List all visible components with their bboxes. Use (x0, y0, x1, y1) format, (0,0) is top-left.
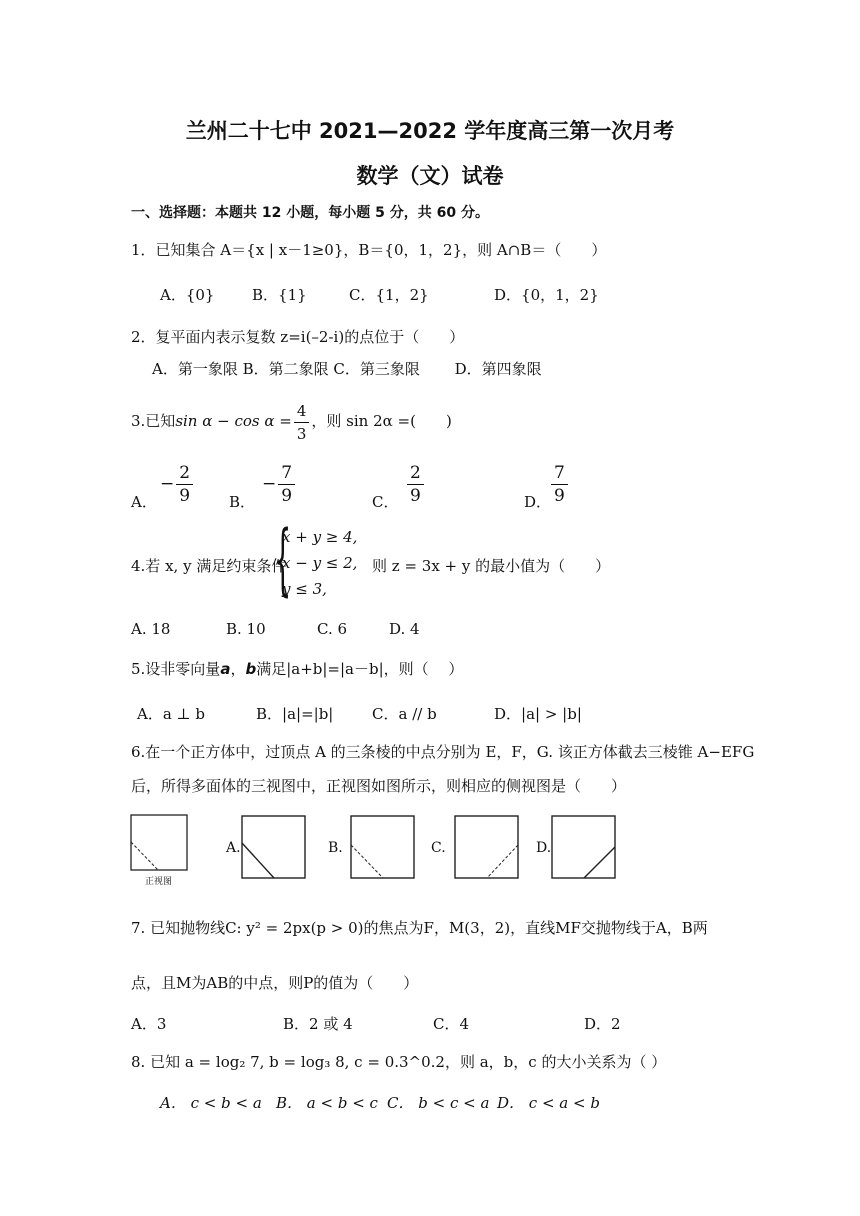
q7-option-b: B．2 或 4 (283, 1015, 353, 1033)
front-view-label: 正视图 (145, 877, 173, 887)
q8-stem: 8. 已知 a = log₂ 7, b = log₃ 8, c = 0.3^0.2，则 a，b，c 的大小关系为（ ） (131, 1053, 667, 1071)
q1-option-a: A．{0} (160, 286, 215, 304)
q5-option-b: B．|a|=|b| (256, 705, 334, 723)
q1-stem: 1．已知集合 A＝{x | x－1≥0}，B＝{0，1，2}，则 A∩B＝（ ） (131, 241, 607, 259)
q6-option-d-label: D. (536, 840, 552, 856)
q7-line2: 点，且M为AB的中点，则P的值为（ ） (131, 974, 419, 992)
q3-option-c: $\frac{2}{9}$ (405, 462, 426, 507)
q1-option-b: B．{1} (252, 286, 307, 304)
q4-option-b: B. 10 (226, 620, 266, 638)
q3-fraction: $\frac{4}{3}$ (294, 400, 310, 445)
q1-option-c: C．{1，2} (349, 286, 429, 304)
q4-constraint-1: x + y ≥ 4, (282, 528, 358, 546)
q7-option-c: C．4 (433, 1015, 470, 1033)
q6-option-b-figure (350, 815, 416, 879)
q6-option-d-figure (551, 815, 617, 879)
section-heading: 一、选择题：本题共 12 小题，每小题 5 分，共 60 分。 (131, 205, 489, 221)
q3-option-d: $\frac{7}{9}$ (549, 462, 570, 507)
q3-stem: 3.已知sin α − cos α = $\frac{4}{3}$ ，则 sin 2α =( ) (131, 401, 452, 443)
q2-options: A．第一象限 B．第二象限 C．第三象限 D．第四象限 (152, 360, 542, 378)
q4-constraint-3: y ≤ 3, (282, 580, 327, 598)
q6-option-c-figure (454, 815, 520, 879)
q4-prefix: 4.若 x, y 满足约束条件 (131, 557, 287, 575)
q8-option-d: D． c < a < b (497, 1094, 600, 1112)
exam-subtitle: 数学（文）试卷 (356, 164, 504, 188)
q5-stem: 5.设非零向量a，b满足|a+b|=|a－b|，则（ ） (131, 660, 464, 678)
q4-option-a: A. 18 (131, 620, 171, 638)
q5-option-a: A．a ⊥ b (137, 705, 206, 723)
q8-option-a: A． c < b < a (160, 1094, 262, 1112)
q8-option-c: C． b < c < a (387, 1094, 490, 1112)
q4-brace: { (274, 515, 292, 605)
q6-line2: 后，所得多面体的三视图中，正视图如图所示，则相应的侧视图是（ ） (131, 777, 627, 795)
exam-title: 兰州二十七中 2021—2022 学年度高三第一次月考 (185, 119, 675, 143)
q6-line1: 6.在一个正方体中，过顶点 A 的三条棱的中点分别为 E，F，G. 该正方体截去三棱锥 A−EFG (131, 743, 755, 761)
q8-option-b: B． a < b < c (276, 1094, 378, 1112)
q6-option-a-figure (241, 815, 307, 879)
q6-option-c-label: C. (431, 840, 446, 856)
q5-option-c: C．a // b (372, 705, 437, 723)
q7-option-d: D．2 (584, 1015, 621, 1033)
q4-option-d: D. 4 (389, 620, 420, 638)
q4-constraint-2: x − y ≤ 2, (282, 554, 358, 572)
q4-constraints (282, 524, 357, 602)
q3-label-c: C． (372, 493, 399, 511)
q1-option-d: D．{0，1，2} (494, 286, 599, 304)
q7-option-a: A．3 (131, 1015, 167, 1033)
q4-option-c: C. 6 (317, 620, 348, 638)
q3-option-a: − $\frac{2}{9}$ (160, 462, 195, 507)
q2-stem: 2．复平面内表示复数 z=i(–2-i)的点位于（ ） (131, 328, 465, 346)
front-view-figure (130, 814, 190, 872)
q5-option-d: D．|a| > |b| (494, 705, 582, 723)
q4-suffix: 则 z = 3x + y 的最小值为（ ） (372, 557, 611, 575)
q6-option-b-label: B. (328, 840, 343, 856)
q3-label-d: D． (524, 493, 552, 511)
q6-option-a-label: A. (226, 840, 241, 856)
q3-option-b: − $\frac{7}{9}$ (262, 462, 297, 507)
q3-label-a: A． (131, 493, 157, 511)
q7-line1: 7. 已知抛物线C: y² = 2px(p > 0)的焦点为F，M(3，2)，直线MF交抛物线于A，B两 (131, 919, 708, 937)
q3-label-b: B． (229, 493, 256, 511)
